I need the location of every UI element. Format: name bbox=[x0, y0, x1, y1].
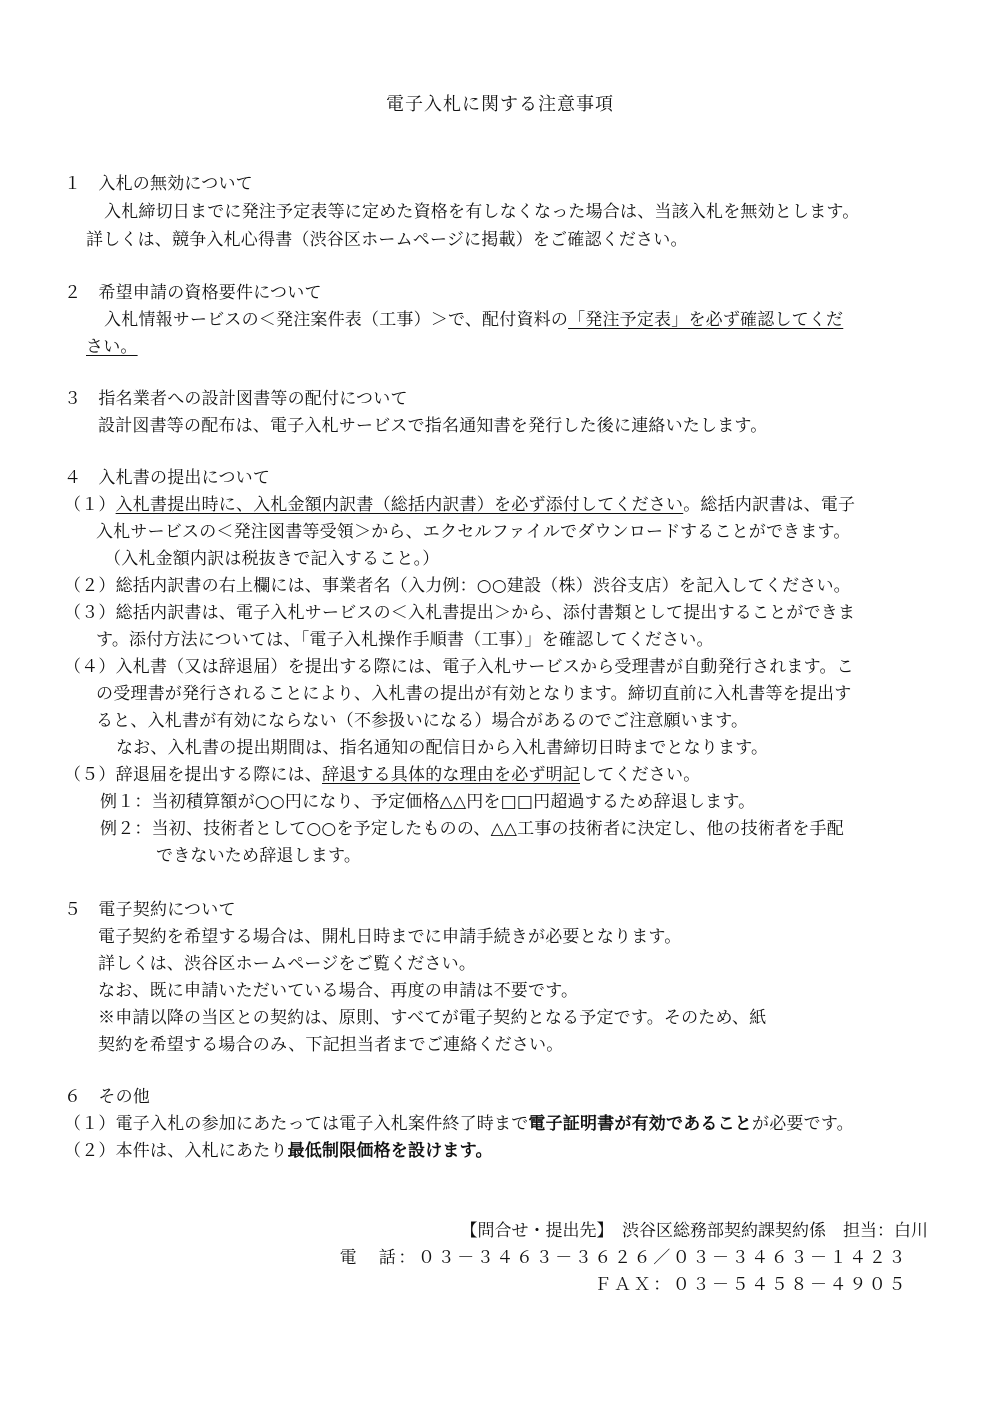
section-1-heading: １ 入札の無効について bbox=[64, 174, 253, 194]
section-4-item-5-underlined: 辞退する具体的な理由を必ず明記 bbox=[322, 765, 580, 785]
section-1-line-1: 入札締切日までに発注予定表等に定めた資格を有しなくなった場合は、当該入札を無効とします。 bbox=[104, 202, 860, 222]
section-5-line-5: 契約を希望する場合のみ、下記担当者までご連絡ください。 bbox=[98, 1035, 564, 1055]
section-4-item-1-line-3: （入札金額内訳は税抜きで記入すること。） bbox=[104, 549, 440, 569]
section-6-heading: ６ その他 bbox=[64, 1087, 150, 1107]
section-6-item-1-rest: が必要です。 bbox=[752, 1114, 854, 1134]
section-4-item-3-line-1: （３）総括内訳書は、電子入札サービスの＜入札書提出＞から、添付書類として提出することができま bbox=[64, 603, 856, 623]
example-2-line-1: 例２：当初、技術者として○○を予定したものの、△△工事の技術者に決定し、他の技術者を手配 bbox=[100, 819, 844, 839]
section-4-item-4-line-4: なお、入札書の提出期間は、指名通知の配信日から入札書締切日時までとなります。 bbox=[116, 738, 769, 758]
section-5-heading: ５ 電子契約について bbox=[64, 900, 236, 920]
section-4-item-4-line-3: ると、入札書が有効にならない（不参扱いになる）場合があるのでご注意願います。 bbox=[96, 711, 749, 731]
section-4-heading: ４ 入札書の提出について bbox=[64, 468, 271, 488]
section-4-item-1-rest: 。総括内訳書は、電子 bbox=[683, 495, 856, 515]
section-6-item-1-bold: 電子証明書が有効であること bbox=[528, 1114, 753, 1134]
section-4-item-3-line-2: す。添付方法については、「電子入札操作手順書（工事）」を確認してください。 bbox=[96, 630, 714, 650]
example-1: 例１：当初積算額が○○円になり、予定価格△△円を□□円超過するため辞退します。 bbox=[100, 792, 756, 812]
section-4-item-5-rest: してください。 bbox=[580, 765, 701, 785]
section-3-heading: ３ 指名業者への設計図書等の配付について bbox=[64, 389, 408, 409]
section-2-line-2: さい。 bbox=[86, 337, 138, 357]
contact-line bbox=[461, 1218, 929, 1244]
section-4-item-5-text: （５）辞退届を提出する際には、 bbox=[64, 765, 322, 785]
section-2-line-1 bbox=[104, 308, 843, 332]
example-2-line-2: できないため辞退します。 bbox=[156, 846, 362, 866]
section-5-line-4: ※申請以降の当区との契約は、原則、すべてが電子契約となる予定です。そのため、紙 bbox=[98, 1008, 767, 1028]
section-4-item-2: （２）総括内訳書の右上欄には、事業者名（入力例：○○建設（株）渋谷支店）を記入してください。 bbox=[64, 576, 851, 596]
section-2-line-1-text: 入札情報サービスの＜発注案件表（工事）＞で、配付資料の bbox=[104, 310, 569, 330]
section-6-item-2-bold: 最低制限価格を設けます。 bbox=[287, 1141, 493, 1161]
section-2-line-1-underlined: 「発注予定表」を必ず確認してくだ bbox=[568, 310, 844, 330]
section-5-line-2: 詳しくは、渋谷区ホームページをご覧ください。 bbox=[98, 954, 477, 974]
section-6-item-2 bbox=[64, 1139, 493, 1163]
section-4-item-1-line-2: 入札サービスの＜発注図書等受領＞から、エクセルファイルでダウンロードすることができます。 bbox=[96, 522, 851, 542]
section-5-line-3: なお、既に申請いただいている場合、再度の申請は不要です。 bbox=[98, 981, 579, 1001]
section-4-item-4-line-1: （４）入札書（又は辞退届）を提出する際には、電子入札サービスから受理書が自動発行されます。こ bbox=[64, 657, 854, 677]
section-4-item-4-line-2: の受理書が発行されることにより、入札書の提出が有効となります。締切直前に入札書等を提出す bbox=[96, 684, 852, 704]
item-number: （１） bbox=[64, 495, 116, 515]
section-3-line-1: 設計図書等の配布は、電子入札サービスで指名通知書を発行した後に連絡いたします。 bbox=[98, 416, 768, 436]
section-5-line-1: 電子契約を希望する場合は、開札日時までに申請手続きが必要となります。 bbox=[98, 927, 682, 947]
page-title: 電子入札に関する注意事項 bbox=[386, 94, 614, 115]
section-4-item-1-line-1 bbox=[64, 493, 855, 517]
contact-fax: ＦＡＸ：０３－５４５８－４９０５ bbox=[594, 1275, 908, 1295]
section-6-item-1 bbox=[64, 1112, 854, 1136]
section-6-item-1-text: （１）電子入札の参加にあたっては電子入札案件終了時まで bbox=[64, 1114, 529, 1134]
section-4-item-1-underlined: 入札書提出時に、入札金額内訳書（総括内訳書）を必ず添付してください bbox=[115, 495, 684, 515]
section-2-heading: ２ 希望申請の資格要件について bbox=[64, 283, 322, 303]
contact-tel: 電 話：０３－３４６３－３６２６／０３－３４６３－１４２３ bbox=[339, 1248, 908, 1268]
contact-label: 【問合せ・提出先】 bbox=[460, 1221, 605, 1241]
section-6-item-2-text: （２）本件は、入札にあたり bbox=[64, 1141, 288, 1161]
section-4-item-5 bbox=[64, 763, 700, 787]
section-1-line-2: 詳しくは、競争入札心得書（渋谷区ホームページに掲載）をご確認ください。 bbox=[86, 230, 688, 250]
contact-org: 渋谷区総務部契約課契約係 担当：白川 bbox=[622, 1221, 928, 1241]
